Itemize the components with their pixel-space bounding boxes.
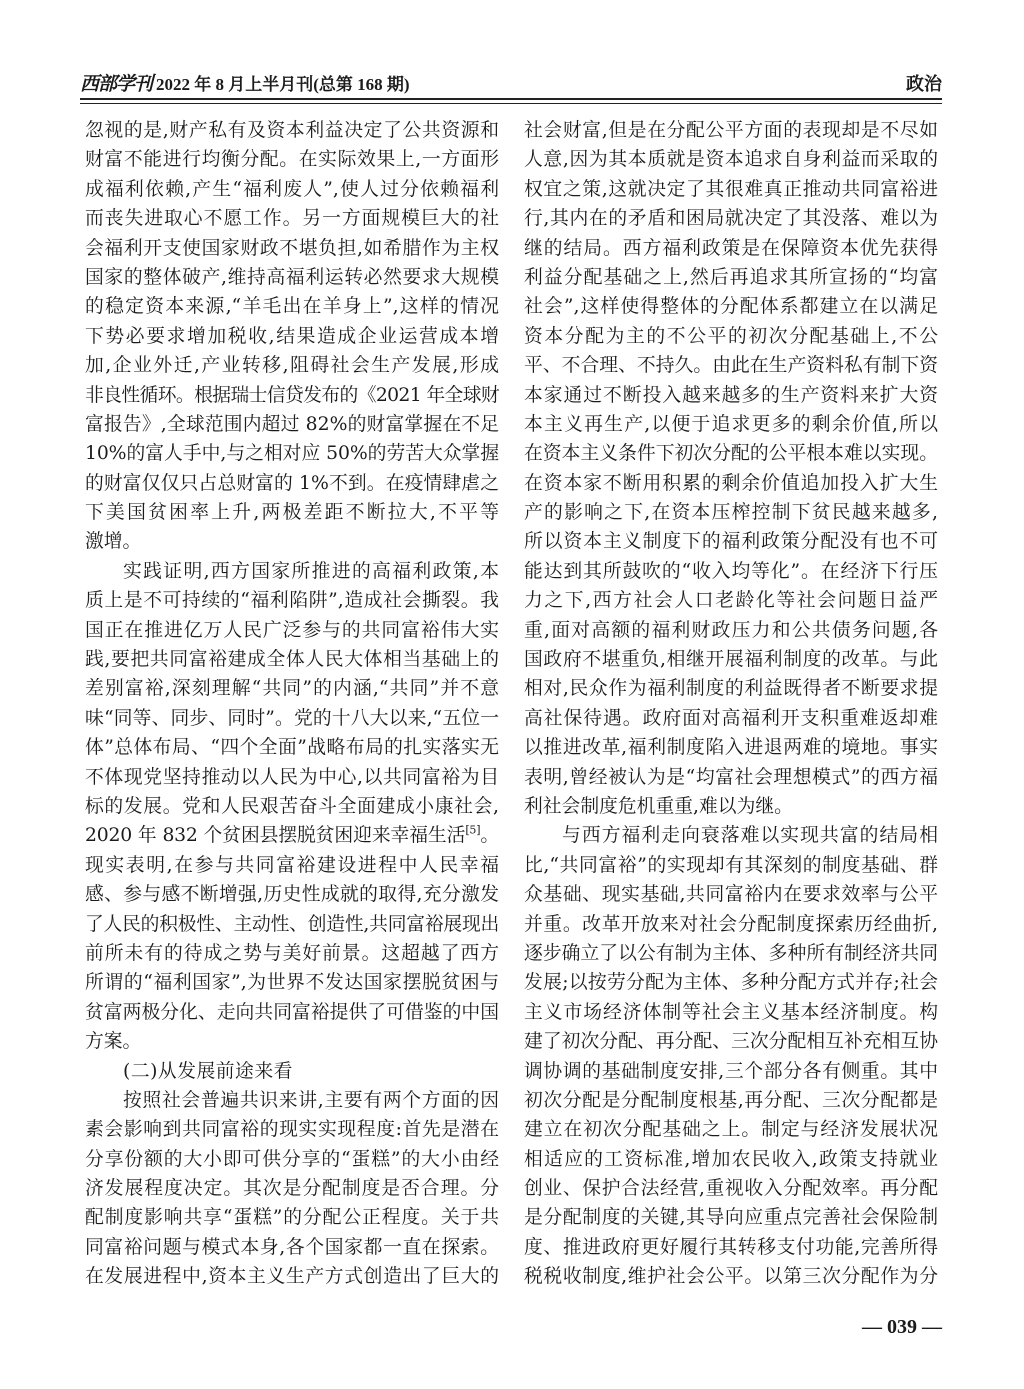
text-line: 的稳定资本来源,“羊毛出在羊身上”,这样的情况 xyxy=(85,296,499,318)
header-rule-thin xyxy=(80,103,942,104)
paragraph xyxy=(85,557,499,1057)
text-line: 会福利开支使国家财政不堪负担,如希腊作为主权 xyxy=(85,237,499,259)
text-line: 了人民的积极性、主动性、创造性,共同富裕展现出 xyxy=(85,913,499,935)
text-line: 建立在初次分配基础之上。制定与经济发展状况 xyxy=(524,1119,938,1141)
text-line: 创业、保护合法经营,重视收入分配效率。再分配 xyxy=(524,1178,938,1200)
text-line: 不体现党坚持推动以人民为中心,以共同富裕为目 xyxy=(85,766,499,788)
running-header xyxy=(80,71,942,99)
text-line: 在资本家不断用积累的剩余价值追加投入扩大生 xyxy=(524,472,938,494)
header-rule-thick xyxy=(80,98,942,100)
text-line: 现实表明,在参与共同富裕建设进程中人民幸福 xyxy=(85,854,499,876)
text-line: 在资本主义条件下初次分配的公平根本难以实现。 xyxy=(524,443,938,465)
text-line: 加,企业外迁,产业转移,阻碍社会生产发展,形成 xyxy=(85,355,499,377)
text-line: 分享份额的大小即可供分享的“蛋糕”的大小由经 xyxy=(85,1148,499,1170)
text-line: 主义市场经济体制等社会主义基本经济制度。构 xyxy=(524,1001,938,1023)
column-left xyxy=(85,116,499,1292)
section-label: 政治 xyxy=(906,74,942,95)
text-line: 的财富仅仅只占总财富的 1%不到。在疫情肆虐之 xyxy=(85,472,499,494)
citation-superscript: [5] xyxy=(465,824,481,838)
text-line: 以推进改革,福利制度陷入进退两难的境地。事实 xyxy=(524,737,938,759)
text-line: 所谓的“福利国家”,为世界不发达国家摆脱贫困与 xyxy=(85,972,499,994)
text-line: 比,“共同富裕”的实现却有其深刻的制度基础、群 xyxy=(524,854,938,876)
text-line: 素会影响到共同富裕的现实实现程度:首先是潜在 xyxy=(85,1119,499,1141)
text-line: 相对,民众作为福利制度的利益既得者不断要求提 xyxy=(524,678,938,700)
text-segment: 。 xyxy=(480,825,499,847)
text-line: 实践证明,西方国家所推进的高福利政策,本 xyxy=(123,560,499,582)
text-line: 前所未有的待成之势与美好前景。这超越了西方 xyxy=(85,942,499,964)
text-line: 成福利依赖,产生“福利废人”,使人过分依赖福利 xyxy=(85,178,499,200)
text-segment: 2020 年 832 个贫困县摆脱贫困迎来幸福生活 xyxy=(85,825,466,847)
paragraph xyxy=(524,116,938,821)
text-line: 社会”,这样使得整体的分配体系都建立在以满足 xyxy=(524,296,938,318)
text-line: 在发展进程中,资本主义生产方式创造出了巨大的 xyxy=(85,1266,499,1288)
text-line xyxy=(85,821,499,850)
text-line: 度、推进政府更好履行其转移支付功能,完善所得 xyxy=(524,1236,938,1258)
text-line: 差别富裕,深刻理解“共同”的内涵,“共同”并不意 xyxy=(85,678,499,700)
text-line: 继的结局。西方福利政策是在保障资本优先获得 xyxy=(524,237,938,259)
text-line: 建了初次分配、再分配、三次分配相互补充相互协 xyxy=(524,1031,938,1053)
text-line: 高社保待遇。政府面对高福利开支积重难返却难 xyxy=(524,707,938,729)
text-line: 人意,因为其本质就是资本追求自身利益而采取的 xyxy=(524,149,938,171)
text-line: 重,面对高额的福利财政压力和公共债务问题,各 xyxy=(524,619,938,641)
text-line: 而丧失进取心不愿工作。另一方面规模巨大的社 xyxy=(85,208,499,230)
text-line: 并重。改革开放来对社会分配制度探索历经曲折, xyxy=(524,913,938,935)
text-line: 按照社会普遍共识来讲,主要有两个方面的因 xyxy=(123,1089,499,1111)
text-line: 表明,曾经被认为是“均富社会理想模式”的西方福 xyxy=(524,766,938,788)
text-line: 本主义再生产,以便于追求更多的剩余价值,所以 xyxy=(524,413,938,435)
text-line: 忽视的是,财产私有及资本利益决定了公共资源和 xyxy=(85,120,499,141)
text-line: 能达到其所鼓吹的“收入均等化”。在经济下行压 xyxy=(524,560,938,582)
text-line: 配制度影响共享“蛋糕”的分配公正程度。关于共 xyxy=(85,1207,499,1229)
text-line: 国政府不堪重负,相继开展福利制度的改革。与此 xyxy=(524,649,938,671)
paragraph xyxy=(524,821,938,1291)
section-heading-block xyxy=(85,1057,499,1086)
text-line: 质上是不可持续的“福利陷阱”,造成社会撕裂。我 xyxy=(85,590,499,612)
column-right xyxy=(524,116,938,1292)
text-line: 标的发展。党和人民艰苦奋斗全面建成小康社会, xyxy=(85,795,499,817)
text-line: 是分配制度的关键,其导向应重点完善社会保险制 xyxy=(524,1207,938,1229)
text-line: 国正在推进亿万人民广泛参与的共同富裕伟大实 xyxy=(85,619,499,641)
text-line: 产的影响之下,在资本压榨控制下贫民越来越多, xyxy=(524,502,938,524)
text-line: 力之下,西方社会人口老龄化等社会问题日益严 xyxy=(524,590,938,612)
text-line: 方案。 xyxy=(85,1031,142,1053)
text-line: 感、参与感不断增强,历史性成就的取得,充分激发 xyxy=(85,884,499,906)
text-line: 国家的整体破产,维持高福利运转必然要求大规模 xyxy=(85,266,499,288)
text-line: 与西方福利走向衰落难以实现共富的结局相 xyxy=(562,825,938,847)
text-line: 调协调的基础制度安排,三个部分各有侧重。其中 xyxy=(524,1060,938,1082)
text-line: 10%的富人手中,与之相对应 50%的劳苦大众掌握 xyxy=(85,443,499,465)
issue-info: 2022 年 8 月上半月刊(总第 168 期) xyxy=(156,75,410,94)
paragraph xyxy=(85,116,499,557)
text-line: 贫富两极分化、走向共同富裕提供了可借鉴的中国 xyxy=(85,1001,499,1023)
text-line: 社会财富,但是在分配公平方面的表现却是不尽如 xyxy=(524,120,938,141)
text-line: 同富裕问题与模式本身,各个国家都一直在探索。 xyxy=(85,1236,499,1258)
text-line: 行,其内在的矛盾和困局就决定了其没落、难以为 xyxy=(524,208,938,230)
text-line: 体”总体布局、“四个全面”战略布局的扎实落实无 xyxy=(85,737,499,759)
text-line: 所以资本主义制度下的福利政策分配没有也不可 xyxy=(524,531,938,553)
text-line: 初次分配是分配制度根基,再分配、三次分配都是 xyxy=(524,1089,938,1111)
text-line: 权宜之策,这就决定了其很难真正推动共同富裕进 xyxy=(524,178,938,200)
text-line: 下势必要求增加税收,结果造成企业运营成本增 xyxy=(85,325,499,347)
text-line: 发展;以按劳分配为主体、多种分配方式并存;社会 xyxy=(524,972,938,994)
text-line: 味“同等、同步、同时”。党的十八大以来,“五位一 xyxy=(85,707,499,729)
text-line: 利社会制度危机重重,难以为继。 xyxy=(524,795,793,817)
journal-logo: 西部学刊 xyxy=(80,73,153,95)
section-heading: (二)从发展前途来看 xyxy=(123,1060,293,1082)
text-line: 本家通过不断投入越来越多的生产资料来扩大资 xyxy=(524,384,938,406)
text-line: 非良性循环。根据瑞士信贷发布的《2021 年全球财 xyxy=(85,384,499,406)
text-line: 激增。 xyxy=(85,531,142,553)
text-line: 税税收制度,维护社会公平。以第三次分配作为分 xyxy=(524,1266,938,1288)
page-number: — 039 — xyxy=(862,1316,942,1338)
text-line: 利益分配基础之上,然后再追求其所宣扬的“均富 xyxy=(524,266,938,288)
text-line: 财富不能进行均衡分配。在实际效果上,一方面形 xyxy=(85,149,499,171)
text-line: 逐步确立了以公有制为主体、多种所有制经济共同 xyxy=(524,942,938,964)
text-line: 平、不合理、不持久。由此在生产资料私有制下资 xyxy=(524,355,938,377)
text-line: 富报告》,全球范围内超过 82%的财富掌握在不足 xyxy=(85,413,499,435)
text-line: 下美国贫困率上升,两极差距不断拉大,不平等 xyxy=(85,502,499,524)
text-line: 资本分配为主的不公平的初次分配基础上,不公 xyxy=(524,325,938,347)
text-line: 众基础、现实基础,共同富裕内在要求效率与公平 xyxy=(524,884,938,906)
text-line: 济发展程度决定。其次是分配制度是否合理。分 xyxy=(85,1178,499,1200)
paragraph xyxy=(85,1086,499,1292)
text-line: 相适应的工资标准,增加农民收入,政策支持就业 xyxy=(524,1148,938,1170)
text-line: 践,要把共同富裕建成全体人民大体相当基础上的 xyxy=(85,649,499,671)
